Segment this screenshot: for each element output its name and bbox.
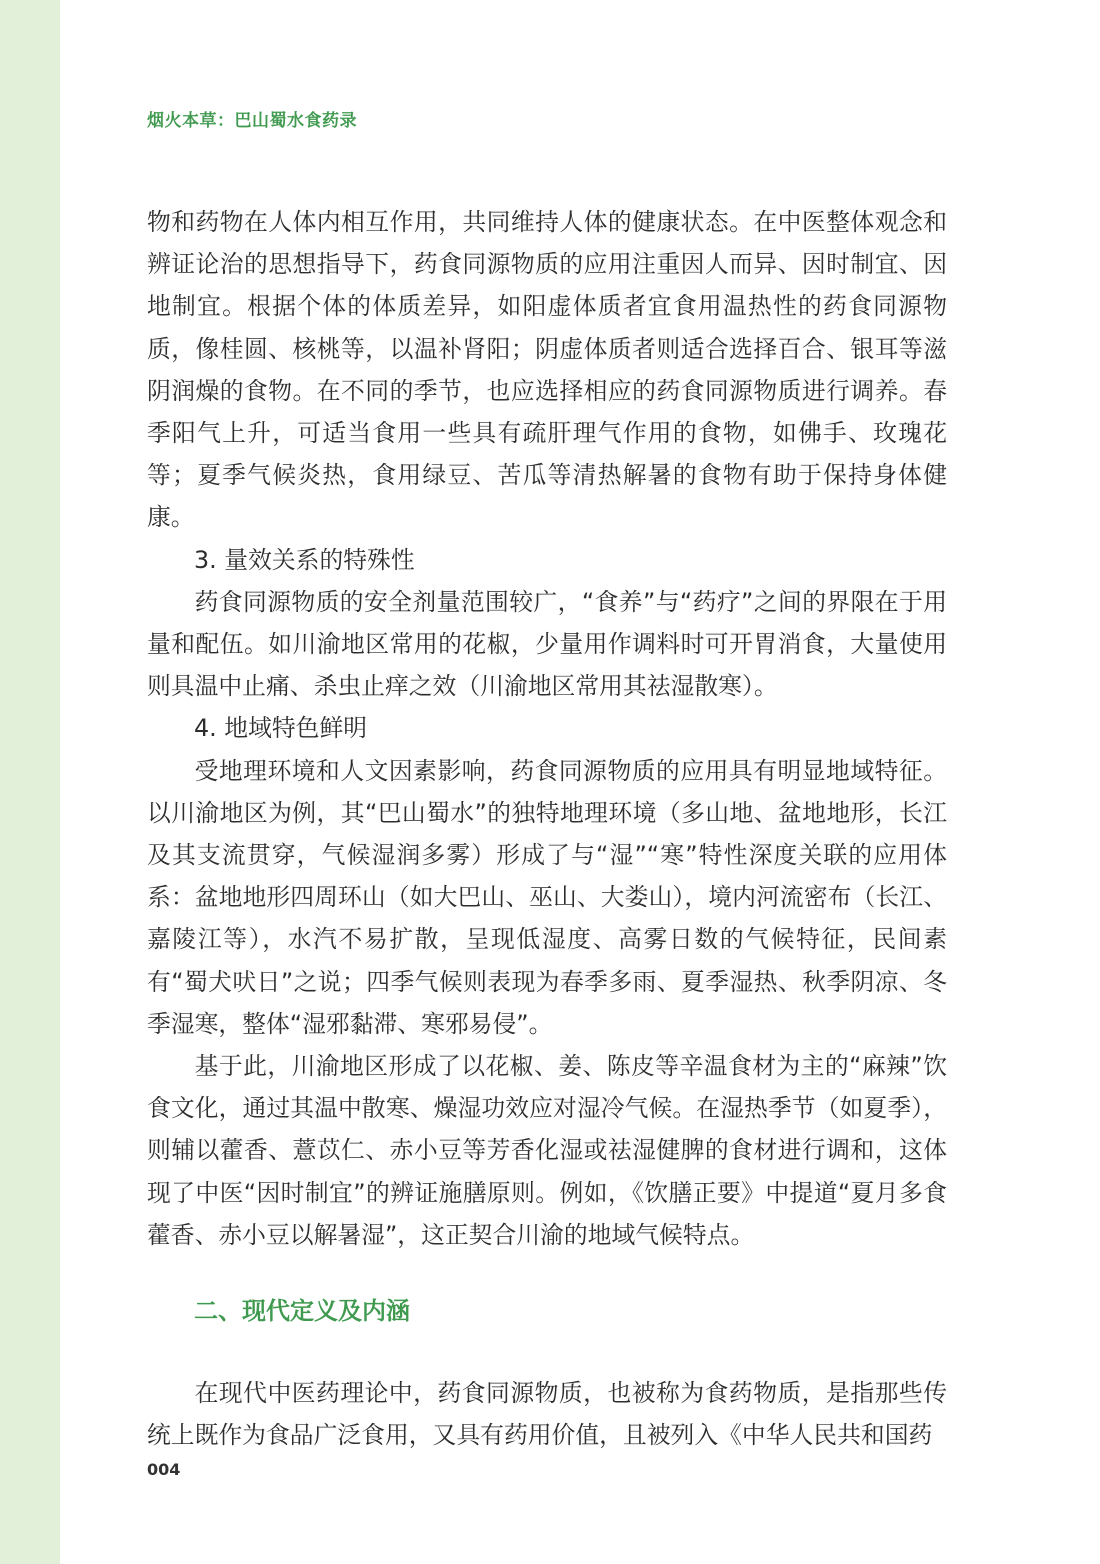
paragraph-continuation: 物和药物在人体内相互作用，共同维持人体的健康状态。在中医整体观念和辨证论治的思想指导下，药食同源物质的应用注重因人而异、因时制宜、因地制宜。根据个体的体质差异，如阳虚体质者宜食用温热性的药食同源物质，像桂圆、核桃等，以温补肾阳；阴虚体质者则适合选择百合、银耳等滋阴润燥的食物。在不同的季节，也应选择相应的药食同源物质进行调养。春季阳气上升，可适当食用一些具有疏肝理气作用的食物，如佛手、玫瑰花等；夏季气候炎热，食用绿豆、苦瓜等清热解暑的食物有助于保持身体健康。 [147,208,947,532]
side-color-band [0,0,60,1564]
paragraph-modern-definition: 在现代中医药理论中，药食同源物质，也被称为食药物质，是指那些传统上既作为食品广泛食用，又具有药用价值，且被列入《中华人民共和国药 [147,1379,947,1450]
subheading-dose-effect: 3. 量效关系的特殊性 [194,545,415,574]
running-head: 烟火本草：巴山蜀水食药录 [147,111,357,131]
section-heading: 二、现代定义及内涵 [194,1296,410,1326]
body-text [147,201,947,1456]
paragraph-mala-culture: 基于此，川渝地区形成了以花椒、姜、陈皮等辛温食材为主的“麻辣”饮食文化，通过其温中散寒、燥湿功效应对湿冷气候。在湿热季节（如夏季），则辅以藿香、薏苡仁、赤小豆等芳香化湿或祛湿健脾的食材进行调和，这体现了中医“因时制宜”的辨证施膳原则。例如，《饮膳正要》中提道“夏月多食藿香、赤小豆以解暑湿”，这正契合川渝的地域气候特点。 [147,1052,947,1249]
paragraph-regional: 受地理环境和人文因素影响，药食同源物质的应用具有明显地域特征。以川渝地区为例，其“巴山蜀水”的独特地理环境（多山地、盆地地形，长江及其支流贯穿，气候湿润多雾）形成了与“湿”“寒”特性深度关联的应用体系：盆地地形四周环山（如大巴山、巫山、大娄山），境内河流密布（长江、嘉陵江等），水汽不易扩散，呈现低湿度、高雾日数的气候特征，民间素有“蜀犬吠日”之说；四季气候则表现为春季多雨、夏季湿热、秋季阴凉、冬季湿寒，整体“湿邪黏滞、寒邪易侵”。 [147,756,947,1038]
paragraph-dose-effect: 药食同源物质的安全剂量范围较广，“食养”与“药疗”之间的界限在于用量和配伍。如川渝地区常用的花椒，少量用作调料时可开胃消食，大量使用则具温中止痛、杀虫止痒之效（川渝地区常用其祛湿散寒）。 [147,587,947,701]
subheading-regional: 4. 地域特色鲜明 [194,714,368,743]
page-number: 004 [147,1460,181,1479]
